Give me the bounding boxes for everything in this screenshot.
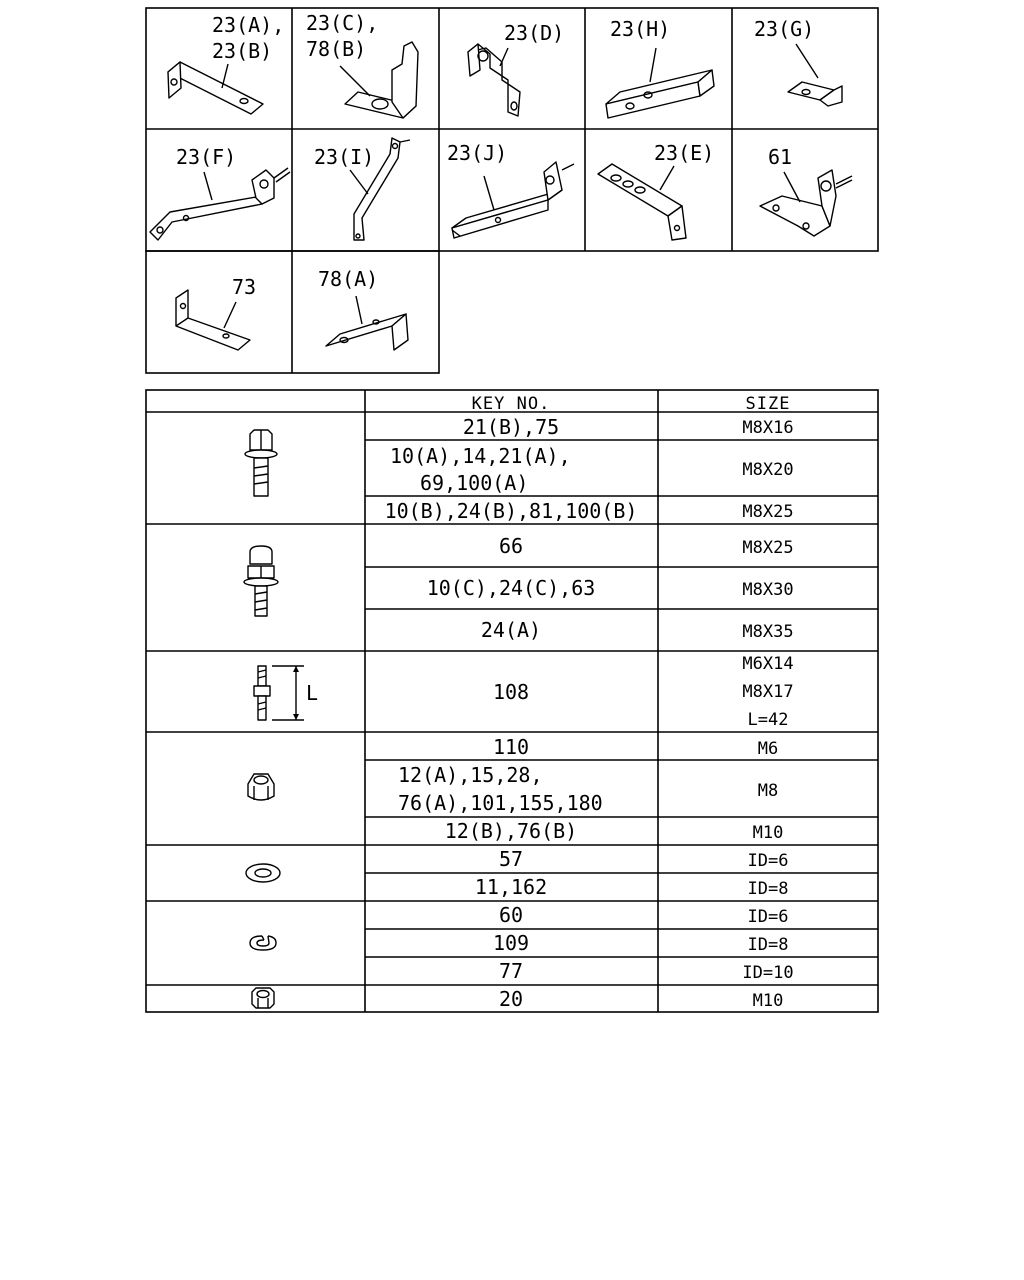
bracket-label: 23(C),	[306, 11, 379, 35]
key-cell: 110	[492, 735, 530, 759]
key-cell: 11,162	[474, 875, 548, 899]
bracket-label: 61	[768, 145, 793, 169]
header-key-no: KEY NO.	[471, 394, 551, 414]
bracket-23e	[598, 141, 714, 240]
bracket-23j	[447, 141, 574, 238]
flange-nut-icon	[248, 774, 274, 800]
size-cell: M8X16	[742, 418, 794, 438]
bracket-label: 23(A),	[212, 13, 285, 37]
bracket-label: 23(J)	[447, 141, 508, 165]
key-cell: 20	[498, 987, 524, 1011]
key-cell: 21(B),75	[462, 415, 560, 439]
size-cell: M10	[752, 991, 784, 1011]
size-cell: M8X30	[742, 580, 794, 600]
bracket-23ab	[168, 13, 284, 114]
size-cell: M6X14	[742, 654, 794, 674]
header-size: SIZE	[745, 394, 791, 414]
key-cell: 12(A),15,28,	[398, 763, 543, 787]
bracket-label: 23(I)	[314, 145, 375, 169]
bracket-78a	[318, 267, 408, 350]
bracket-73	[176, 275, 256, 350]
bracket-23i	[314, 138, 410, 240]
key-cell: 108	[492, 680, 530, 704]
key-cell: 76(A),101,155,180	[398, 791, 603, 815]
size-cell: ID=10	[742, 963, 794, 983]
bracket-23c78b	[306, 11, 418, 118]
bracket-label: 23(E)	[654, 141, 715, 165]
key-cell: 57	[498, 847, 524, 871]
size-cell: L=42	[747, 710, 789, 730]
key-cell: 69,100(A)	[420, 471, 529, 495]
key-cell: 60	[498, 903, 524, 927]
key-cell: 10(C),24(C),63	[426, 576, 596, 600]
bracket-23f	[150, 145, 290, 240]
flat-washer-icon	[246, 864, 280, 882]
size-cell: ID=6	[747, 851, 789, 871]
bracket-label: 23(F)	[176, 145, 237, 169]
size-cell: M8X25	[742, 502, 794, 522]
size-cell: M6	[757, 739, 779, 759]
bracket-label: 73	[232, 275, 257, 299]
key-cell: 10(B),24(B),81,100(B)	[384, 499, 638, 523]
bracket-label: 23(B)	[212, 39, 273, 63]
bracket-23h	[606, 17, 714, 118]
bracket-label: 78(B)	[306, 37, 367, 61]
bracket-23g	[754, 17, 842, 106]
key-cell: 77	[498, 959, 524, 983]
spring-washer-icon	[250, 936, 276, 950]
stud-length-label: L	[306, 681, 319, 705]
flange-bolt-icon	[245, 430, 277, 496]
bracket-label: 23(D)	[504, 21, 565, 45]
washer-bolt-icon	[244, 546, 278, 616]
bracket-label: 23(H)	[610, 17, 671, 41]
key-cell: 12(B),76(B)	[444, 819, 578, 843]
size-cell: M8X35	[742, 622, 794, 642]
size-cell: ID=6	[747, 907, 789, 927]
size-cell: M8X25	[742, 538, 794, 558]
key-cell: 24(A)	[480, 618, 542, 642]
size-cell: M10	[752, 823, 784, 843]
bracket-23d	[468, 21, 564, 116]
bracket-label: 78(A)	[318, 267, 379, 291]
hex-nut-icon	[252, 988, 274, 1008]
key-cell: 66	[498, 534, 524, 558]
key-cell: 109	[492, 931, 530, 955]
size-cell: M8X17	[742, 682, 794, 702]
size-cell: ID=8	[747, 879, 789, 899]
size-cell: M8X20	[742, 460, 794, 480]
bracket-label: 23(G)	[754, 17, 815, 41]
key-cell: 10(A),14,21(A),	[390, 444, 571, 468]
size-cell: ID=8	[747, 935, 789, 955]
stud-bolt-icon	[254, 666, 318, 720]
size-cell: M8	[757, 781, 779, 801]
bracket-61	[760, 145, 852, 236]
